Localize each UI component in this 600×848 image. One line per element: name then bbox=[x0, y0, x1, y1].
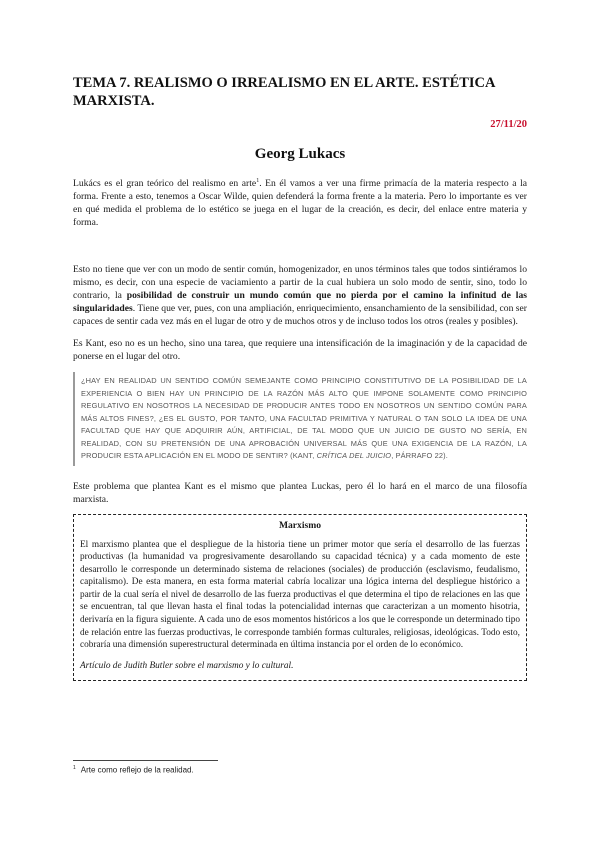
marxismo-box-citation: Artículo de Judith Butler sobre el marxismo y lo cultural. bbox=[80, 660, 294, 671]
footnote-divider bbox=[73, 760, 218, 761]
marxismo-box-text: El marxismo plantea que el despliegue de la historia tiene un primer motor que sería el desarrollo de las fuerzas productivas (la humanidad va progresivamente desarollando su capacidad técnica) y a cada momento de este desarrollo le corresponde un determinado sistema de relaciones (sociales) de producción (esclavismo, feudalismo, capitalismo). De esta manera, en esta forma material cabría localizar una lógica interna del despliegue histórico a partir de la cual sería el nivel de desarrollo de las fuerza productivas el que determina el tipo de relaciones en las que se encuentran, tal que llevan hasta el final todas la potencialidad internas que caracterizan a un momento hisotria, derivaría en la figura siguiente. A cada uno de esos momentos históricos a los que le corresponde un determinado tipo de relación entre las fuerzas productivas, le corresponde también formas culturales, religiosas, ideológicas. Todo esto, cobraría una dimensión superestructural determinada en última instancia por el orden de lo económico. bbox=[80, 539, 520, 651]
document-page bbox=[73, 74, 527, 681]
kant-quote-text-a: ¿HAY EN REALIDAD UN SENTIDO COMÚN SEMEJANTE COMO PRINCIPIO CONSTITUTIVO DE LA POSIBILIDAD DE LA EXPERIENCIA O BIEN HAY UN PRINCIPIO DE LA RAZÓN MÁS ALTO QUE IMPONE SOLAMENTE COMO PRINCIPIO REGULATIVO EN NOSOTROS LA NECESIDAD DE PRODUCIR ANTES TODO EN NOSOTROS UN SENTIDO COMÚN PARA MÁS ALTOS FINES?, ¿ES EL GUSTO, POR TANTO, UNA FACULTAD PRIMITIVA Y NATURAL O TAN SOLO LA IDEA DE UNA FACULTAD QUE HAY QUE ADQUIRIR AÚN, ARTIFICIAL, DE TAL MODO QUE UN JUICIO DE GUSTO NO SERÍA, EN REALIDAD, CON SU PRETENSIÓN DE UNA APROBACIÓN UNIVERSAL MÁS QUE UNA EXIGENCIA DE LA RAZÓN, LA PRODUCIR ESTA APLICACIÓN EN EL MODO DE SENTIR? (KANT, bbox=[81, 376, 527, 460]
paragraph-intro bbox=[73, 177, 527, 229]
footnote bbox=[73, 765, 194, 775]
paragraph-intro-text-b: . En él vamos a ver una firme primacía de la materia respecto a la forma. Frente a esto, tenemos a Oscar Wilde, quien defenderá la forma frente a la materia. Pero lo importante es ver en qué medida el problema de lo estético se juega en el lugar de la creación, es decir, del enlace entre materia y forma. bbox=[73, 178, 527, 228]
footnote-text: Arte como reflejo de la realidad. bbox=[80, 765, 194, 775]
paragraph-common-sense-bold: posibilidad de construir un mundo común que no pierda por el camino la infinitud de las singularidades bbox=[73, 290, 527, 314]
marxismo-box bbox=[73, 514, 527, 682]
document-date: 27/11/20 bbox=[490, 119, 527, 130]
marxismo-box-title: Marxismo bbox=[278, 519, 322, 531]
paragraph-common-sense bbox=[73, 263, 527, 328]
kant-quote bbox=[73, 372, 527, 466]
author-heading: Georg Lukacs bbox=[254, 146, 346, 162]
paragraph-intro-text-a: Lukács es el gran teórico del realismo en arte bbox=[73, 178, 257, 189]
document-title: TEMA 7. REALISMO O IRREALISMO EN EL ARTE. ESTÉTICA MARXISTA. bbox=[73, 75, 495, 109]
paragraph-common-sense-text-a: Esto no tiene que ver con un modo de sentir común, homogenizador, en unos términos tales que todos sintiéramos lo mismo, es decir, con una especie de vaciamiento a partir de la cual hubiera un solo modo de sentir, sino, todo lo contrario, la bbox=[73, 264, 527, 301]
paragraph-common-sense-text-b: . Tiene que ver, pues, con una ampliación, enriquecimiento, ensanchamiento de la sensibilidad, con ser capaces de sentir cada vez más en el lugar de otro y de muchos otros y de incluso todos los otros (reales y posibles). bbox=[73, 303, 527, 327]
footnote-reference: 1 bbox=[256, 177, 260, 184]
paragraph-marxist-frame: Este problema que plantea Kant es el mismo que plantea Luckas, pero él lo hará en el marco de una filosofía marxista. bbox=[73, 480, 527, 505]
footnote-mark: 1 bbox=[73, 765, 76, 771]
paragraph-kant: Es Kant, eso no es un hecho, sino una tarea, que requiere una intensificación de la imaginación y de la capacidad de ponerse en el lugar del otro. bbox=[73, 338, 527, 362]
kant-quote-text-b: , PÁRRAFO 22). bbox=[391, 451, 448, 460]
kant-quote-book-title: CRÍTICA DEL JUICIO bbox=[316, 451, 392, 460]
